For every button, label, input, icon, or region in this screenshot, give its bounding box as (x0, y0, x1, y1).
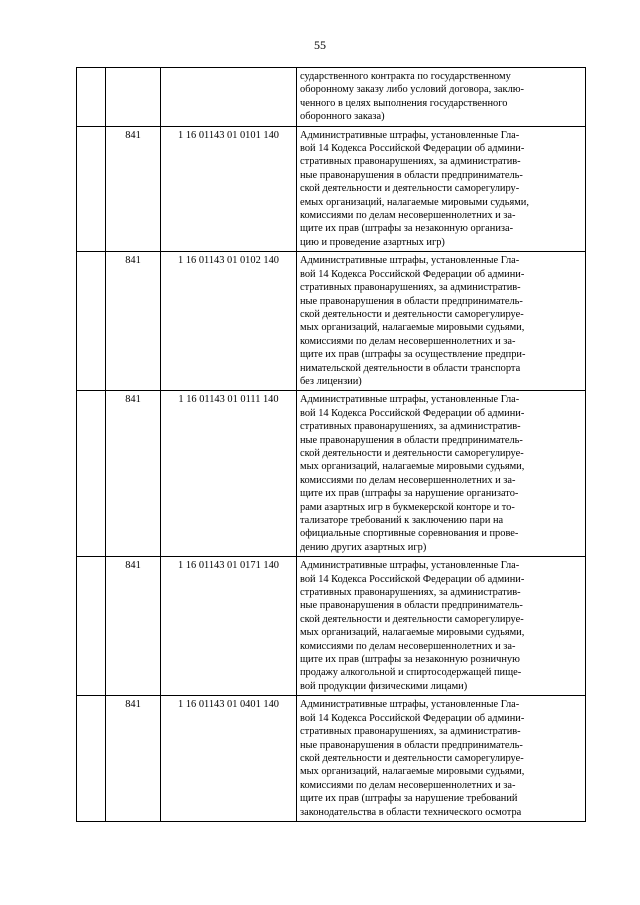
table-row (77, 557, 586, 696)
description-cell (297, 68, 586, 127)
table-row (77, 68, 586, 127)
administrator-code-cell (106, 68, 161, 127)
description-line: оборонного заказа) (300, 111, 385, 123)
description-line: ской деятельности и деятельности саморегулируе- (300, 752, 524, 764)
description-line: без лицензии) (300, 375, 362, 387)
description-line: ченного в целях выполнения государственного (300, 97, 508, 109)
description-line: мых организаций, налагаемые мировыми судьями, (300, 627, 525, 639)
description-line: официальные спортивные соревнования и прове- (300, 528, 519, 540)
description-line: комиссиями по делам несовершеннолетних и за- (300, 335, 516, 347)
row-number-cell (77, 557, 106, 696)
description-cell (297, 252, 586, 391)
description-line: комиссиями по делам несовершеннолетних и за- (300, 474, 516, 486)
description-line: Административные штрафы, установленные Гла- (300, 129, 520, 141)
administrator-code-cell: 841 (106, 391, 161, 557)
description-line: комиссиями по делам несовершеннолетних и за- (300, 640, 516, 652)
budget-code-cell (161, 68, 297, 127)
description-line: ные правонарушения в области предприниматель- (300, 600, 523, 612)
description-line: стративных правонарушениях, за административ- (300, 421, 521, 433)
description-line: вой продукции физическими лицами) (300, 680, 468, 692)
description-line: стративных правонарушениях, за административ- (300, 156, 521, 168)
description-line: комиссиями по делам несовершеннолетних и за- (300, 210, 516, 222)
description-line: ской деятельности и деятельности саморегулиру- (300, 183, 520, 195)
description-line: Административные штрафы, установленные Гла- (300, 560, 520, 572)
administrator-code-cell: 841 (106, 126, 161, 252)
description-line: вой 14 Кодекса Российской Федерации об админи- (300, 143, 525, 155)
description-line: вой 14 Кодекса Российской Федерации об админи- (300, 407, 525, 419)
description-line: щите их прав (штрафы за нарушение требований (300, 793, 518, 805)
description-line: мых организаций, налагаемые мировыми судьями, (300, 766, 525, 778)
description-line: щите их прав (штрафы за нарушение организато- (300, 488, 519, 500)
table-body (77, 68, 586, 822)
description-cell (297, 696, 586, 822)
row-number-cell (77, 68, 106, 127)
description-line: сударственного контракта по государственному (300, 71, 511, 82)
description-line: дению других азартных игр) (300, 541, 427, 553)
description-line: продажу алкогольной и спиртосодержащей пище- (300, 667, 522, 679)
description-line: ные правонарушения в области предприниматель- (300, 434, 523, 446)
description-line: законодательства в области технического осмотра (300, 806, 522, 818)
description-line: щите их прав (штрафы за осуществление предпри- (300, 349, 526, 361)
row-number-cell (77, 391, 106, 557)
description-line: оборонному заказу либо условий договора, заклю- (300, 84, 524, 96)
description-line: Административные штрафы, установленные Гла- (300, 255, 520, 267)
description-line: стративных правонарушениях, за административ- (300, 726, 521, 738)
description-line: ные правонарушения в области предприниматель- (300, 169, 523, 181)
description-line: щите их прав (штрафы за незаконную организа- (300, 223, 514, 235)
administrator-code-cell: 841 (106, 557, 161, 696)
description-line: рами азартных игр в букмекерской конторе и то- (300, 501, 515, 513)
table-row (77, 126, 586, 252)
description-line: вой 14 Кодекса Российской Федерации об админи- (300, 573, 525, 585)
description-line: цию и проведение азартных игр) (300, 236, 445, 248)
description-line: ные правонарушения в области предприниматель- (300, 295, 523, 307)
row-number-cell (77, 126, 106, 252)
budget-code-cell: 1 16 01143 01 0401 140 (161, 696, 297, 822)
administrator-code-cell: 841 (106, 696, 161, 822)
description-line: ской деятельности и деятельности саморегулируе- (300, 308, 524, 320)
description-line: Административные штрафы, установленные Гла- (300, 394, 520, 406)
description-line: вой 14 Кодекса Российской Федерации об админи- (300, 712, 525, 724)
income-codes-table (76, 67, 586, 822)
description-line: ные правонарушения в области предприниматель- (300, 739, 523, 751)
description-line: Административные штрафы, установленные Гла- (300, 699, 520, 711)
row-number-cell (77, 696, 106, 822)
description-line: стративных правонарушениях, за административ- (300, 587, 521, 599)
description-line: ской деятельности и деятельности саморегулируе- (300, 613, 524, 625)
budget-code-cell: 1 16 01143 01 0171 140 (161, 557, 297, 696)
page-number: 55 (314, 38, 326, 52)
description-cell (297, 126, 586, 252)
table-row (77, 696, 586, 822)
table-row (77, 252, 586, 391)
description-line: ской деятельности и деятельности саморегулируе- (300, 447, 524, 459)
description-line: щите их прав (штрафы за незаконную розничную (300, 654, 520, 666)
description-line: стративных правонарушениях, за административ- (300, 282, 521, 294)
description-line: комиссиями по делам несовершеннолетних и за- (300, 779, 516, 791)
description-line: емых организаций, налагаемые мировыми судьями, (300, 196, 529, 208)
budget-code-cell: 1 16 01143 01 0111 140 (161, 391, 297, 557)
description-line: мых организаций, налагаемые мировыми судьями, (300, 461, 525, 473)
row-number-cell (77, 252, 106, 391)
budget-code-cell: 1 16 01143 01 0101 140 (161, 126, 297, 252)
description-line: вой 14 Кодекса Российской Федерации об админи- (300, 268, 525, 280)
administrator-code-cell: 841 (106, 252, 161, 391)
description-line: мых организаций, налагаемые мировыми судьями, (300, 322, 525, 334)
budget-code-cell: 1 16 01143 01 0102 140 (161, 252, 297, 391)
description-cell (297, 557, 586, 696)
description-cell (297, 391, 586, 557)
description-line: нимательской деятельности в области транспорта (300, 362, 521, 374)
description-line: тализаторе требований к заключению пари на (300, 515, 504, 526)
table-row (77, 391, 586, 557)
